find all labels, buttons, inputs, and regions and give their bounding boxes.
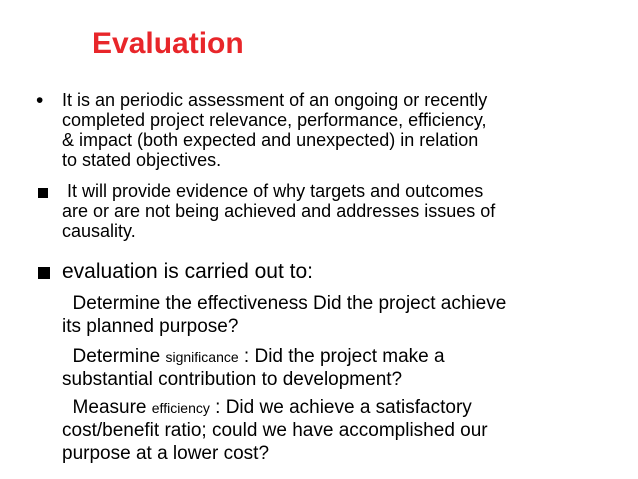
bullet-line: to stated objectives.: [62, 150, 222, 170]
bullet-line: completed project relevance, performance, efficiency,: [62, 110, 487, 130]
square-bullet-icon: [38, 188, 48, 198]
item-question: : Did the project make a: [238, 346, 445, 367]
item-significance: [62, 345, 445, 369]
item-effectiveness: [62, 292, 506, 316]
item-question: : Did we achieve a satisfactory: [209, 397, 472, 418]
bullet-line: It will provide evidence of why targets and outcomes: [62, 181, 484, 201]
item-line: substantial contribution to development?: [62, 369, 403, 390]
bullet-line: are or are not being achieved and addresses issues of: [62, 201, 496, 221]
item-term: efficiency: [151, 400, 210, 416]
item-prefix: Determine: [62, 346, 166, 367]
item-prefix: Measure: [62, 397, 152, 418]
item-term: significance: [165, 349, 239, 365]
item-line: its planned purpose?: [62, 316, 239, 337]
item-question: Did the project achieve: [307, 293, 507, 314]
item-line: purpose at a lower cost?: [62, 443, 270, 464]
bullet-line: causality.: [62, 221, 136, 241]
item-prefix: Determine the effectiveness: [62, 293, 308, 314]
item-line: cost/benefit ratio; could we have accomplished our: [62, 420, 488, 441]
bullet-line: It is an periodic assessment of an ongoing or recently: [62, 90, 488, 110]
round-bullet-icon: •: [36, 89, 44, 112]
bullet-heading: evaluation is carried out to:: [62, 260, 313, 283]
bullet-line: & impact (both expected and unexpected) in relation: [62, 130, 479, 150]
square-bullet-icon: [38, 267, 50, 279]
item-efficiency: [62, 396, 472, 420]
slide-title: Evaluation: [92, 27, 244, 60]
